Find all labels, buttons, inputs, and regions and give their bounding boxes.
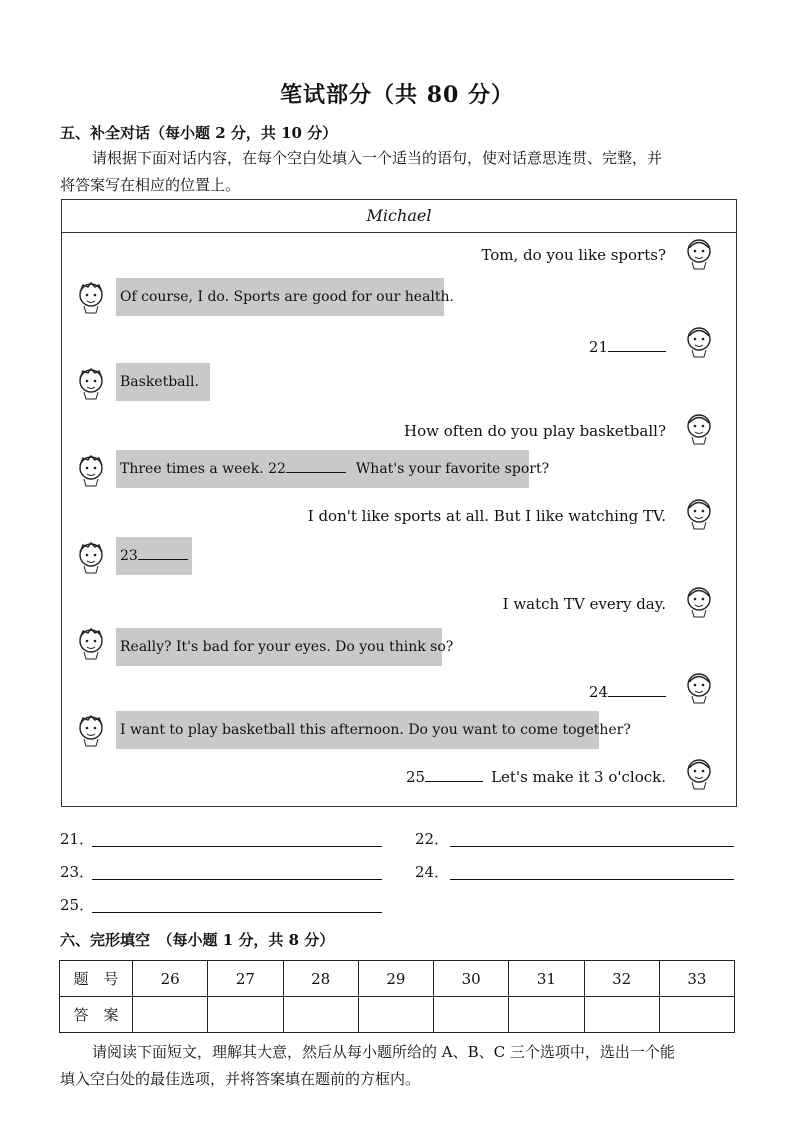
dialogue-left-bubble-6: I want to play basketball this afternoon. Do you want to come together? (116, 711, 599, 749)
table-row (60, 997, 735, 1033)
dialogue-left-bubble-4 (116, 537, 192, 575)
answer-label-21: 21． (60, 830, 95, 848)
dialogue-left-bubble-5: Really? It's bad for your eyes. Do you think so? (116, 628, 442, 666)
boy-face-icon (76, 540, 106, 574)
boy-face-icon (684, 496, 714, 530)
blank-24[interactable] (608, 682, 666, 697)
answer-line-22[interactable] (450, 846, 734, 847)
question-number: 26 (133, 961, 208, 997)
blank-number-23: 23 (120, 548, 138, 564)
boy-face-icon (76, 280, 106, 314)
boy-face-icon (684, 756, 714, 790)
section-6-instruction-line1: 请阅读下面短文，理解其大意，然后从每小题所给的 A、B、C 三个选项中，选出一个能 (92, 1043, 675, 1061)
question-number: 27 (208, 961, 283, 997)
boy-face-icon (684, 670, 714, 704)
question-number: 33 (659, 961, 734, 997)
boy-face-icon (684, 411, 714, 445)
dialogue-right-line-5: I watch TV every day. (502, 595, 666, 613)
answer-cell[interactable] (208, 997, 283, 1033)
blank-number-24: 24 (588, 683, 608, 701)
section-6-heading: 六、完形填空 （每小题 1 分，共 8 分） (60, 931, 335, 949)
boy-face-icon (684, 236, 714, 270)
question-number: 30 (434, 961, 509, 997)
table-row-label-number: 题 号 (60, 961, 133, 997)
boy-face-icon (76, 713, 106, 747)
answer-line-25[interactable] (92, 912, 382, 913)
dialogue-left-bubble-3-question: What's your favorite sport? (355, 461, 550, 477)
blank-22[interactable] (286, 458, 346, 473)
answer-label-24: 24． (415, 863, 450, 881)
blank-number-25: 25 (406, 768, 426, 786)
answer-cell[interactable] (509, 997, 584, 1033)
dialogue-right-line-2 (589, 337, 666, 356)
dialogue-right-line-1: Tom, do you like sports? (481, 246, 666, 264)
blank-23[interactable] (138, 545, 188, 560)
blank-number-21: 21 (588, 338, 608, 356)
blank-25[interactable] (425, 767, 483, 782)
boy-face-icon (684, 324, 714, 358)
section-5-heading: 五、补全对话（每小题 2 分，共 10 分） (60, 124, 338, 142)
dialogue-header: Michael (62, 200, 736, 233)
question-number: 32 (584, 961, 659, 997)
question-number: 29 (358, 961, 433, 997)
answer-line-23[interactable] (92, 879, 382, 880)
dialogue-left-bubble-3-text: Three times a week. 22 (120, 461, 286, 477)
dialogue-left-bubble-1: Of course, I do. Sports are good for our health. (116, 278, 444, 316)
dialogue-right-line-3: How often do you play basketball? (404, 422, 666, 440)
boy-face-icon (76, 366, 106, 400)
dialogue-left-bubble-3 (116, 450, 550, 488)
answer-label-23: 23． (60, 863, 95, 881)
answer-label-25: 25． (60, 896, 95, 914)
dialogue-box (61, 199, 737, 807)
dialogue-left-bubble-2: Basketball. (116, 363, 210, 401)
answer-cell[interactable] (584, 997, 659, 1033)
answer-cell[interactable] (434, 997, 509, 1033)
dialogue-right-line-7 (406, 767, 666, 786)
page-title: 笔试部分（共 80 分） (280, 82, 514, 108)
answer-cell[interactable] (133, 997, 208, 1033)
answer-table (59, 960, 735, 1033)
table-row-label-answer: 答 案 (60, 997, 133, 1033)
answer-cell[interactable] (358, 997, 433, 1033)
dialogue-right-line-4: I don't like sports at all. But I like watching TV. (307, 507, 666, 525)
answer-cell[interactable] (283, 997, 358, 1033)
table-row (60, 961, 735, 997)
answer-label-22: 22． (415, 830, 450, 848)
blank-21[interactable] (608, 337, 666, 352)
boy-face-icon (684, 584, 714, 618)
boy-face-icon (76, 453, 106, 487)
question-number: 28 (283, 961, 358, 997)
answer-line-24[interactable] (450, 879, 734, 880)
dialogue-right-line-7-text: Let's make it 3 o'clock. (491, 768, 666, 786)
answer-cell[interactable] (659, 997, 734, 1033)
section-5-instruction-line1: 请根据下面对话内容，在每个空白处填入一个适当的语句，使对话意思连贯、完整，并 (92, 149, 663, 167)
section-5-instruction-line2: 将答案写在相应的位置上。 (60, 176, 241, 194)
section-6-instruction-line2: 填入空白处的最佳选项，并将答案填在题前的方框内。 (60, 1070, 421, 1088)
question-number: 31 (509, 961, 584, 997)
answer-line-21[interactable] (92, 846, 382, 847)
dialogue-right-line-6 (589, 682, 666, 701)
boy-face-icon (76, 626, 106, 660)
